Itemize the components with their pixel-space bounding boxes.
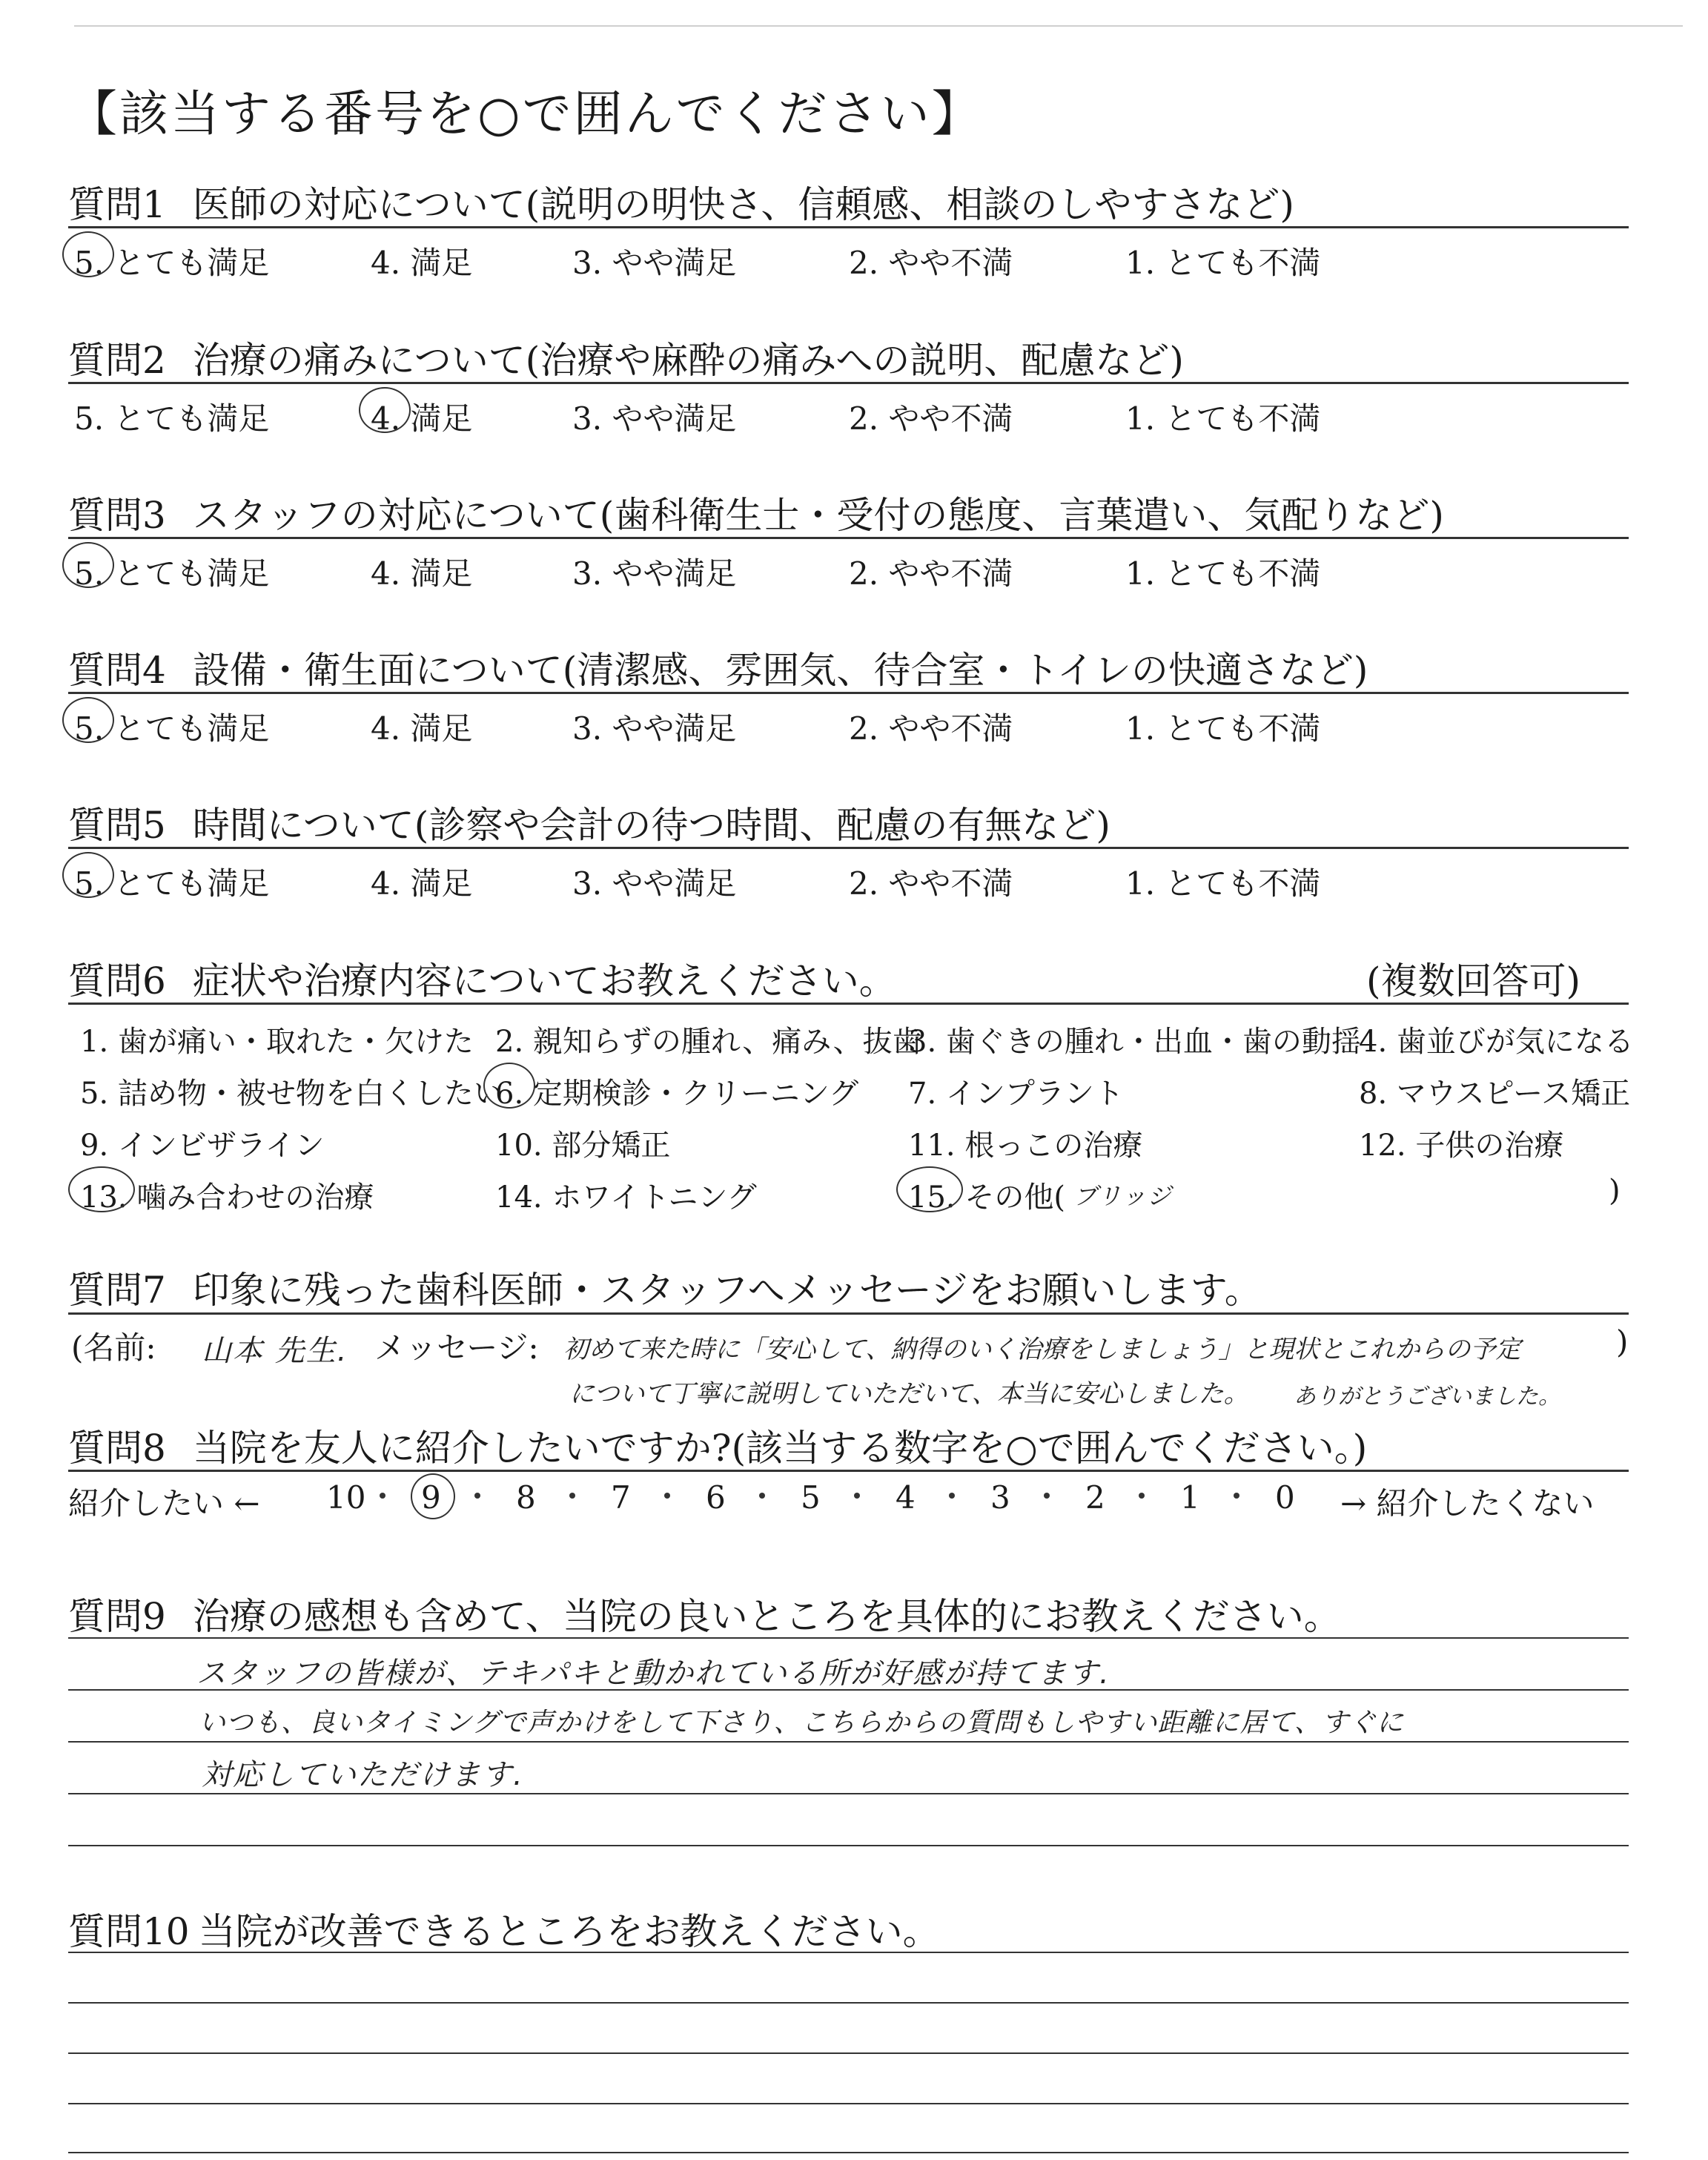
multiple-answer-note: (複数回答可) <box>1366 960 1581 1003</box>
question-rule <box>68 226 1629 228</box>
option-1[interactable] <box>1125 239 1320 283</box>
option-label: 3. やや満足 <box>572 865 737 902</box>
symptom-item[interactable]: 9. インビザライン <box>80 1129 325 1163</box>
message-line-2: について丁寧に説明していただいて、本当に安心しました。 <box>569 1379 1249 1409</box>
page-title: 【該当する番号を○で囲んでください】 <box>68 85 983 142</box>
option-1[interactable] <box>1125 704 1320 749</box>
symptom-item[interactable]: 14. ホワイトニング <box>495 1180 757 1215</box>
question-rule <box>68 692 1629 694</box>
question-number: 質問1 <box>68 183 166 226</box>
scale-value-4[interactable]: 4 <box>896 1479 916 1516</box>
answer-line <box>68 2002 1629 2004</box>
question-text: スタッフの対応について(歯科衛生士・受付の態度、言葉遣い、気配りなど) <box>192 494 1444 537</box>
top-divider <box>74 25 1683 27</box>
option-label: 4. 満足 <box>371 865 473 902</box>
option-5[interactable] <box>74 549 269 594</box>
option-4[interactable] <box>371 704 472 749</box>
option-1[interactable] <box>1125 549 1320 594</box>
scale-separator-dot <box>380 1493 385 1499</box>
symptom-item[interactable]: 12. 子供の治療 <box>1359 1129 1564 1163</box>
option-2[interactable] <box>849 549 1013 594</box>
symptom-item-selected[interactable] <box>908 1174 1065 1216</box>
option-5[interactable] <box>74 239 269 283</box>
recommend-left-label: 紹介したい ← <box>68 1485 260 1522</box>
option-label: 1. とても不満 <box>1125 400 1321 437</box>
option-1[interactable] <box>1125 859 1320 904</box>
question-text: 治療の痛みについて(治療や麻酔の痛みへの説明、配慮など) <box>192 339 1184 382</box>
answer-line <box>68 1741 1629 1743</box>
question-rule <box>68 1470 1629 1472</box>
symptom-item[interactable]: 7. インプラント <box>908 1077 1124 1111</box>
answer-line <box>68 1793 1629 1794</box>
scale-separator-dot <box>1234 1493 1239 1499</box>
option-label: 2. やや不満 <box>849 555 1013 592</box>
option-label: 3. やや満足 <box>572 555 737 592</box>
scale-value-3[interactable]: 3 <box>990 1479 1010 1516</box>
question-title <box>68 1587 1341 1640</box>
option-4[interactable] <box>371 859 472 904</box>
option-5[interactable] <box>74 704 269 749</box>
option-label: 5. とても満足 <box>74 555 270 592</box>
symptom-item[interactable]: 1. 歯が痛い・取れた・欠けた <box>80 1025 474 1059</box>
scale-separator-dot <box>1044 1493 1050 1499</box>
answer-line <box>68 2103 1629 2104</box>
question-text: 設備・衛生面について(清潔感、雰囲気、待合室・トイレの快適さなど) <box>192 649 1368 692</box>
scale-separator-dot <box>569 1493 575 1499</box>
recommend-right-label: → 紹介したくない <box>1340 1485 1595 1522</box>
question-text: 医師の対応について(説明の明快さ、信頼感、相談のしやすさなど) <box>192 183 1294 226</box>
scale-separator-dot <box>1139 1493 1145 1499</box>
question-number: 質問3 <box>68 494 166 537</box>
symptom-item-selected[interactable] <box>495 1070 858 1112</box>
message-line-3: ありがとうございました。 <box>1294 1384 1560 1410</box>
question-rule <box>68 1312 1629 1315</box>
question-title <box>68 641 1368 694</box>
option-label: 5. とても満足 <box>74 865 270 902</box>
other-close-paren: ) <box>1609 1174 1621 1208</box>
option-label: 2. やや不満 <box>849 245 1013 281</box>
option-label: 1. とても不満 <box>1125 710 1321 747</box>
option-2[interactable] <box>849 704 1013 749</box>
scale-value-7[interactable]: 7 <box>611 1479 631 1516</box>
option-label: 3. やや満足 <box>572 245 737 281</box>
question-text: 当院が改善できるところをお教えください。 <box>198 1910 940 1953</box>
answer-text-line-1: スタッフの皆様が、テキパキと動かれている所が好感が持てます. <box>196 1657 1110 1691</box>
answer-line <box>68 1637 1629 1639</box>
option-4[interactable] <box>371 239 472 283</box>
option-label: 3. やや満足 <box>572 710 737 747</box>
answer-line <box>68 2152 1629 2153</box>
question-text: 印象に残った歯科医師・スタッフへメッセージをお願いします。 <box>192 1269 1262 1312</box>
option-2[interactable] <box>849 394 1013 439</box>
option-label: 1. とても不満 <box>1125 865 1321 902</box>
question-title <box>68 1261 1262 1314</box>
question-text: 当院を友人に紹介したいですか?(該当する数字を○で囲んでください。) <box>192 1427 1368 1470</box>
question-title <box>68 175 1294 228</box>
scale-value-0[interactable]: 0 <box>1275 1479 1295 1516</box>
option-3[interactable] <box>572 704 736 749</box>
option-3[interactable] <box>572 239 736 283</box>
symptom-item-selected[interactable] <box>80 1174 374 1216</box>
scale-separator-dot <box>759 1493 765 1499</box>
symptom-item[interactable]: 5. 詰め物・被せ物を白くしたい <box>80 1077 503 1111</box>
option-label: 5. とても満足 <box>74 245 270 281</box>
symptom-item[interactable]: 3. 歯ぐきの腫れ・出血・歯の動揺 <box>908 1025 1361 1059</box>
symptom-item[interactable]: 8. マウスピース矯正 <box>1359 1077 1631 1111</box>
question-title <box>68 486 1444 539</box>
question-rule <box>68 537 1629 539</box>
option-5[interactable] <box>74 394 269 439</box>
option-4[interactable] <box>371 394 472 439</box>
scale-value-6[interactable]: 6 <box>706 1479 726 1516</box>
answer-line <box>68 1952 1629 1953</box>
question-number: 質問4 <box>68 649 166 692</box>
question-number: 質問9 <box>68 1595 166 1638</box>
option-3[interactable] <box>572 549 736 594</box>
option-4[interactable] <box>371 549 472 594</box>
answer-line <box>68 1689 1629 1691</box>
symptom-item[interactable]: 11. 根っこの治療 <box>908 1129 1143 1163</box>
option-1[interactable] <box>1125 394 1320 439</box>
question-text: 症状や治療内容についてお教えください。 <box>192 960 896 1003</box>
symptom-label: 13. 噛み合わせの治療 <box>80 1180 374 1215</box>
question-rule <box>68 1003 1629 1005</box>
scale-separator-dot <box>664 1493 670 1499</box>
question-title <box>68 796 1110 849</box>
question-number: 質問8 <box>68 1427 166 1470</box>
scale-value-2[interactable]: 2 <box>1085 1479 1105 1516</box>
answer-line <box>68 1845 1629 1846</box>
option-label: 5. とても満足 <box>74 400 270 437</box>
question-number: 質問10 <box>68 1910 190 1953</box>
option-label: 1. とても不満 <box>1125 245 1321 281</box>
option-label: 3. やや満足 <box>572 400 737 437</box>
scale-separator-dot <box>854 1493 860 1499</box>
option-5[interactable] <box>74 859 269 904</box>
scale-separator-dot <box>474 1493 480 1499</box>
name-label: (名前: <box>71 1330 156 1366</box>
question-title <box>68 951 896 1005</box>
symptom-item[interactable]: 4. 歯並びが気になる <box>1359 1025 1634 1059</box>
option-label: 5. とても満足 <box>74 710 270 747</box>
option-label: 1. とても不満 <box>1125 555 1321 592</box>
option-label: 2. やや不満 <box>849 865 1013 902</box>
scale-value-5[interactable]: 5 <box>801 1479 821 1516</box>
answer-line <box>68 2052 1629 2054</box>
question-number: 質問2 <box>68 339 166 382</box>
question-rule <box>68 382 1629 384</box>
option-label: 2. やや不満 <box>849 400 1013 437</box>
option-3[interactable] <box>572 859 736 904</box>
scale-value-8[interactable]: 8 <box>516 1479 536 1516</box>
question-number: 質問6 <box>68 960 166 1003</box>
question-rule <box>68 847 1629 849</box>
message-close-paren: ) <box>1616 1324 1629 1360</box>
question-number: 質問5 <box>68 804 166 847</box>
message-line-1: 初めて来た時に「安心して、納得のいく治療をしましょう」と現状とこれからの予定 <box>563 1335 1521 1364</box>
scale-value-10[interactable]: 10 <box>326 1479 366 1516</box>
answer-text-line-2: いつも、良いタイミングで声かけをして下さり、こちらからの質問もしやすい距離に居て、すぐに <box>199 1708 1404 1738</box>
question-title <box>68 1418 1367 1472</box>
question-text: 時間について(診察や会計の待つ時間、配慮の有無など) <box>192 804 1110 847</box>
symptom-item[interactable]: 10. 部分矯正 <box>495 1129 671 1163</box>
option-2[interactable] <box>849 239 1013 283</box>
option-2[interactable] <box>849 859 1013 904</box>
option-label: 4. 満足 <box>371 555 473 592</box>
other-answer-handwritten: ブリッジ <box>1073 1182 1173 1210</box>
symptom-label: 6. 定期検診・クリーニング <box>495 1077 859 1111</box>
name-value-handwritten: 山本 先生. <box>202 1334 348 1368</box>
question-title <box>68 1902 940 1955</box>
message-label: メッセージ: <box>374 1330 539 1366</box>
question-text: 治療の感想も含めて、当院の良いところを具体的にお教えください。 <box>192 1595 1341 1638</box>
symptom-item[interactable]: 2. 親知らずの腫れ、痛み、抜歯 <box>495 1025 922 1059</box>
scale-value-9[interactable]: 9 <box>421 1479 441 1516</box>
option-label: 4. 満足 <box>371 710 473 747</box>
option-label: 4. 満足 <box>371 400 473 437</box>
scale-value-1[interactable]: 1 <box>1180 1479 1200 1516</box>
answer-text-line-3: 対応していただけます. <box>202 1758 524 1792</box>
question-number: 質問7 <box>68 1269 166 1312</box>
selection-circle <box>411 1473 455 1519</box>
scale-separator-dot <box>949 1493 955 1499</box>
question-title <box>68 331 1184 384</box>
symptom-label: 15. その他( <box>908 1180 1065 1215</box>
option-label: 2. やや不満 <box>849 710 1013 747</box>
option-label: 4. 満足 <box>371 245 473 281</box>
option-3[interactable] <box>572 394 736 439</box>
